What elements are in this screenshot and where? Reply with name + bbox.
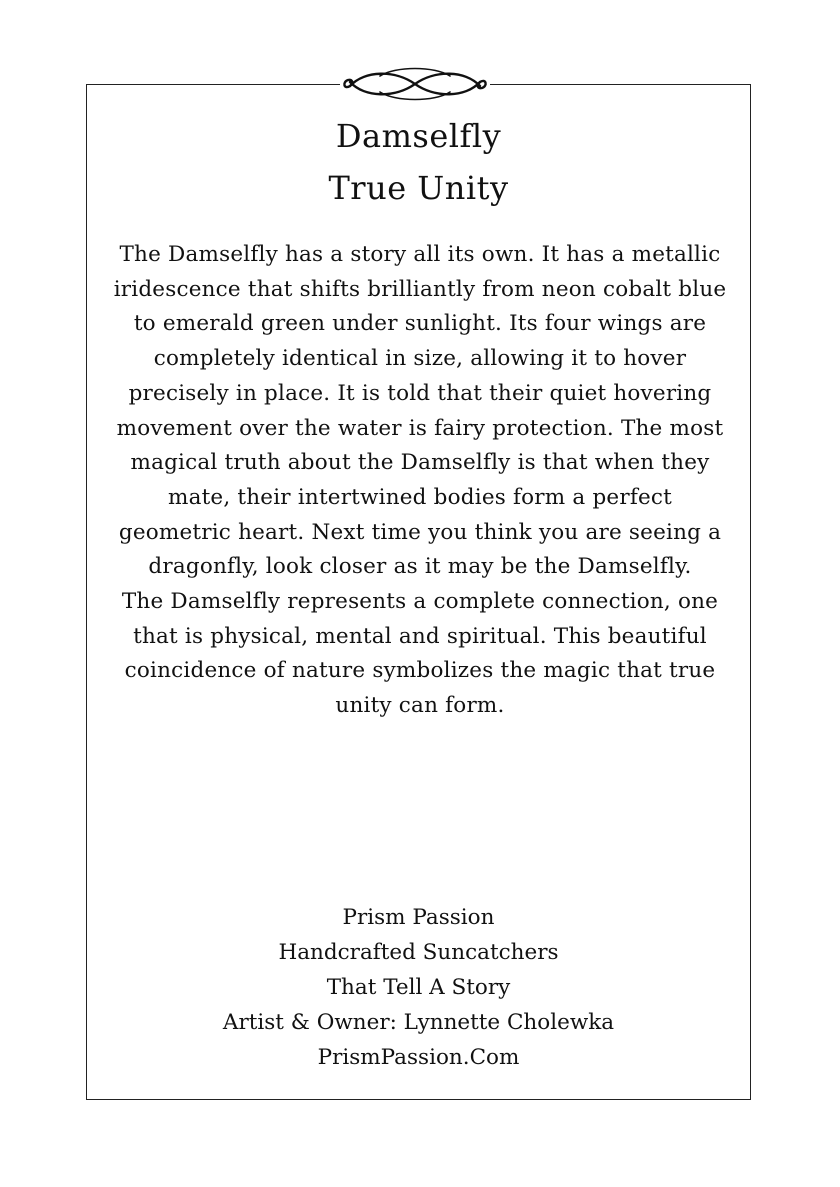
credits-block xyxy=(86,900,751,1075)
story-paragraph-1: The Damselfly has a story all its own. It has a metallic iridescence that shifts brilliantly from neon cobalt blue to emerald green under sunlight. Its four wings are completely identical in size, allowing it to hover precisely in place. It is told that their quiet hovering movement over the water is fairy protection. The most magical truth about the Damselfly is that when they mate, their intertwined bodies form a perfect geometric heart. Next time you think you are seeing a dragonfly, look closer as it may be the Damselfly. xyxy=(113,242,727,580)
story-paragraph-2: The Damselfly represents a complete connection, one that is physical, mental and spiritual. This beautiful coincidence of nature symbolizes the magic that true unity can form. xyxy=(121,589,719,719)
page-subtitle: True Unity xyxy=(328,169,509,207)
page-title: Damselfly xyxy=(335,117,502,155)
artist-owner: Artist & Owner: Lynnette Cholewka xyxy=(222,1010,615,1035)
story-text xyxy=(110,238,730,724)
tagline-line-1: Handcrafted Suncatchers xyxy=(278,940,559,965)
flourish-ornament-icon xyxy=(340,64,490,104)
tagline-line-2: That Tell A Story xyxy=(326,975,511,1000)
website-link: PrismPassion.Com xyxy=(317,1045,520,1070)
business-name: Prism Passion xyxy=(342,905,495,930)
